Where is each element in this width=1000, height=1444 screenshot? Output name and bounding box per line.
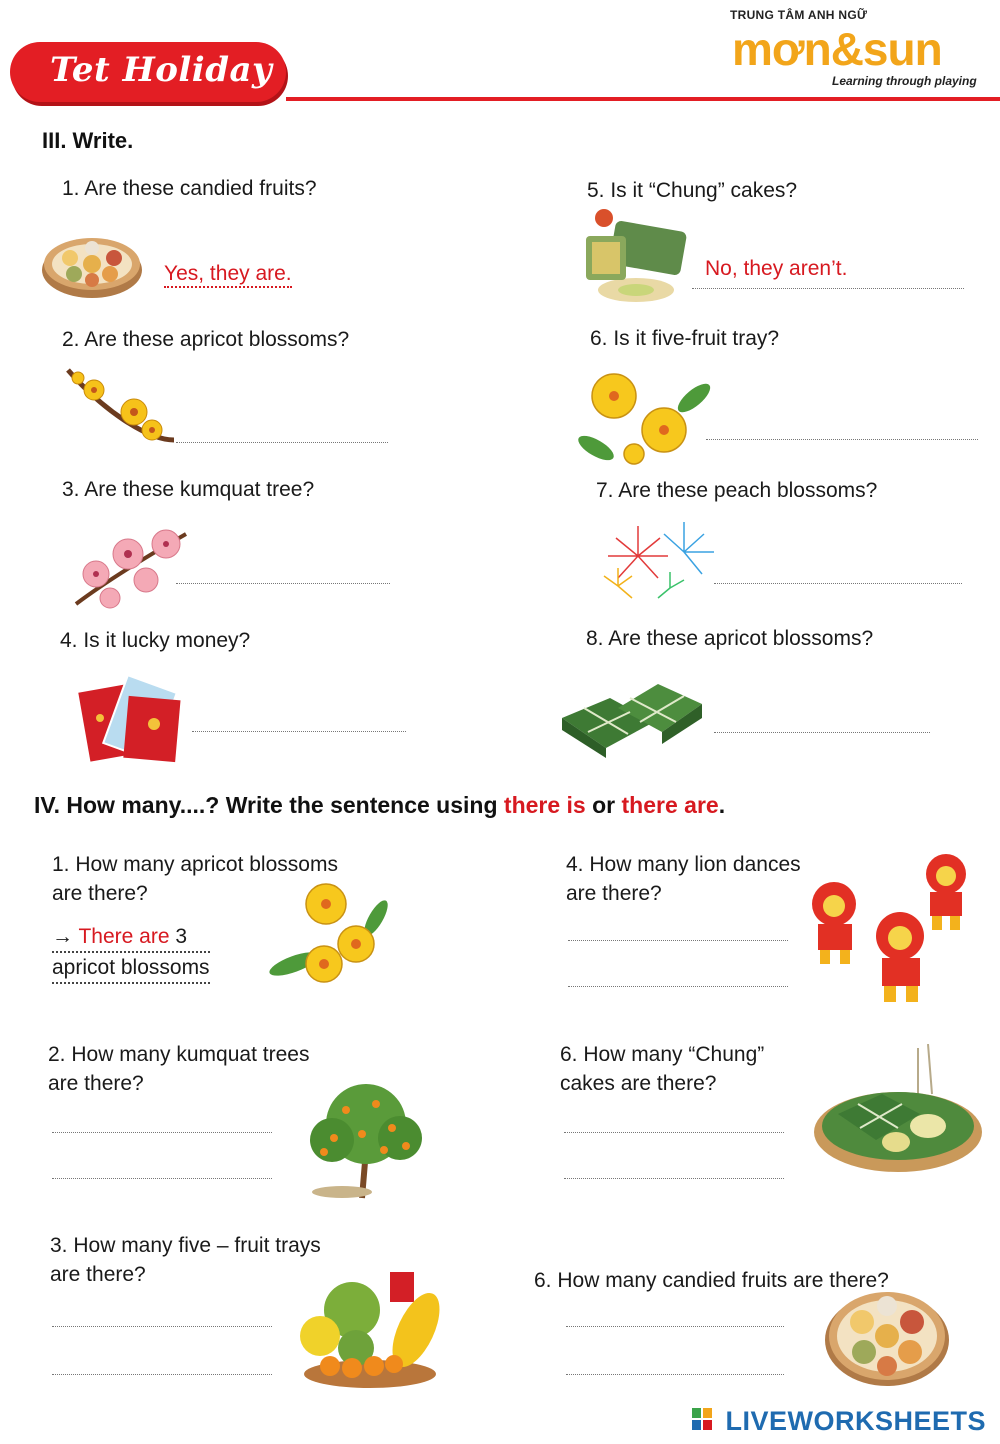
answer-line-iv4b[interactable] bbox=[568, 986, 788, 987]
answer-line-2[interactable] bbox=[176, 442, 388, 443]
apricot-flowers-icon bbox=[574, 358, 718, 468]
question-7: 7. Are these peach blossoms? bbox=[596, 479, 878, 502]
question-2: 2. Are these apricot blossoms? bbox=[62, 328, 350, 351]
answer-line-4[interactable] bbox=[192, 731, 406, 732]
liveworksheets-logo-icon bbox=[692, 1408, 712, 1430]
answer-5[interactable]: No, they aren’t. bbox=[705, 257, 848, 280]
logo-caption: TRUNG TÂM ANH NGỮ bbox=[730, 8, 868, 22]
count-question-1: 1. How many apricot blossoms are there? bbox=[52, 853, 338, 905]
question-4: 4. Is it lucky money? bbox=[60, 629, 251, 652]
answer-line-iv3b[interactable] bbox=[52, 1374, 272, 1375]
logo-tagline: Learning through playing bbox=[832, 74, 977, 88]
chung-cakes-icon bbox=[558, 678, 704, 760]
section-4-title: IV. How many....? Write the sentence using there is or there are. bbox=[34, 792, 726, 818]
question-5: 5. Is it “Chung” cakes? bbox=[587, 179, 798, 202]
count-question-6: 6. How many candied fruits are there? bbox=[534, 1269, 889, 1292]
lucky-money-envelopes-icon bbox=[78, 668, 182, 764]
header-divider bbox=[286, 97, 1000, 101]
answer-line-5[interactable] bbox=[692, 288, 964, 289]
answer-line-iv2b[interactable] bbox=[52, 1178, 272, 1179]
example-answer[interactable]: → There are 3 apricot blossoms bbox=[52, 922, 210, 984]
fireworks-icon bbox=[598, 516, 722, 606]
answer-line-iv5b[interactable] bbox=[564, 1178, 784, 1179]
title-there-is: there is bbox=[503, 792, 586, 818]
banner-title: Tet Holiday bbox=[50, 50, 273, 90]
lion-dancers-icon bbox=[798, 852, 978, 1004]
kumquat-tree-icon bbox=[296, 1080, 434, 1200]
chung-cakes-basket-icon bbox=[798, 1044, 982, 1178]
apricot-blossom-branch-icon bbox=[64, 360, 176, 450]
peach-blossom-icon bbox=[66, 514, 192, 614]
apricot-flowers-icon bbox=[264, 878, 398, 988]
count-question-5: 6. How many “Chung” cakes are there? bbox=[560, 1043, 765, 1095]
candied-fruit-tray-icon bbox=[824, 1282, 950, 1388]
answer-line-7[interactable] bbox=[714, 583, 962, 584]
question-1: 1. Are these candied fruits? bbox=[62, 177, 317, 200]
answer-line-8[interactable] bbox=[714, 732, 930, 733]
answer-1[interactable]: Yes, they are. bbox=[164, 262, 292, 286]
title-there-are: there are bbox=[621, 792, 719, 818]
count-question-3: 3. How many five – fruit trays are there? bbox=[50, 1234, 321, 1286]
question-6: 6. Is it five-fruit tray? bbox=[590, 327, 780, 350]
logo-name: mơn&sun bbox=[732, 23, 942, 75]
answer-line-iv5a[interactable] bbox=[564, 1132, 784, 1133]
candied-fruit-tray-icon bbox=[40, 228, 144, 300]
question-8: 8. Are these apricot blossoms? bbox=[586, 627, 874, 650]
five-fruit-tray-icon bbox=[290, 1270, 450, 1390]
answer-line-iv2a[interactable] bbox=[52, 1132, 272, 1133]
answer-line-iv6b[interactable] bbox=[566, 1374, 784, 1375]
answer-line-3[interactable] bbox=[176, 583, 390, 584]
question-3: 3. Are these kumquat tree? bbox=[62, 478, 315, 501]
count-question-2: 2. How many kumquat trees are there? bbox=[48, 1043, 310, 1095]
answer-line-iv6a[interactable] bbox=[566, 1326, 784, 1327]
section-3-title: III. Write. bbox=[42, 128, 134, 153]
answer-line-iv4a[interactable] bbox=[568, 940, 788, 941]
count-question-4: 4. How many lion dances are there? bbox=[566, 853, 801, 905]
liveworksheets-brand[interactable]: LIVEWORKSHEETS bbox=[725, 1406, 986, 1436]
chung-cake-icon bbox=[582, 206, 690, 306]
answer-line-iv3a[interactable] bbox=[52, 1326, 272, 1327]
answer-line-6[interactable] bbox=[706, 439, 978, 440]
